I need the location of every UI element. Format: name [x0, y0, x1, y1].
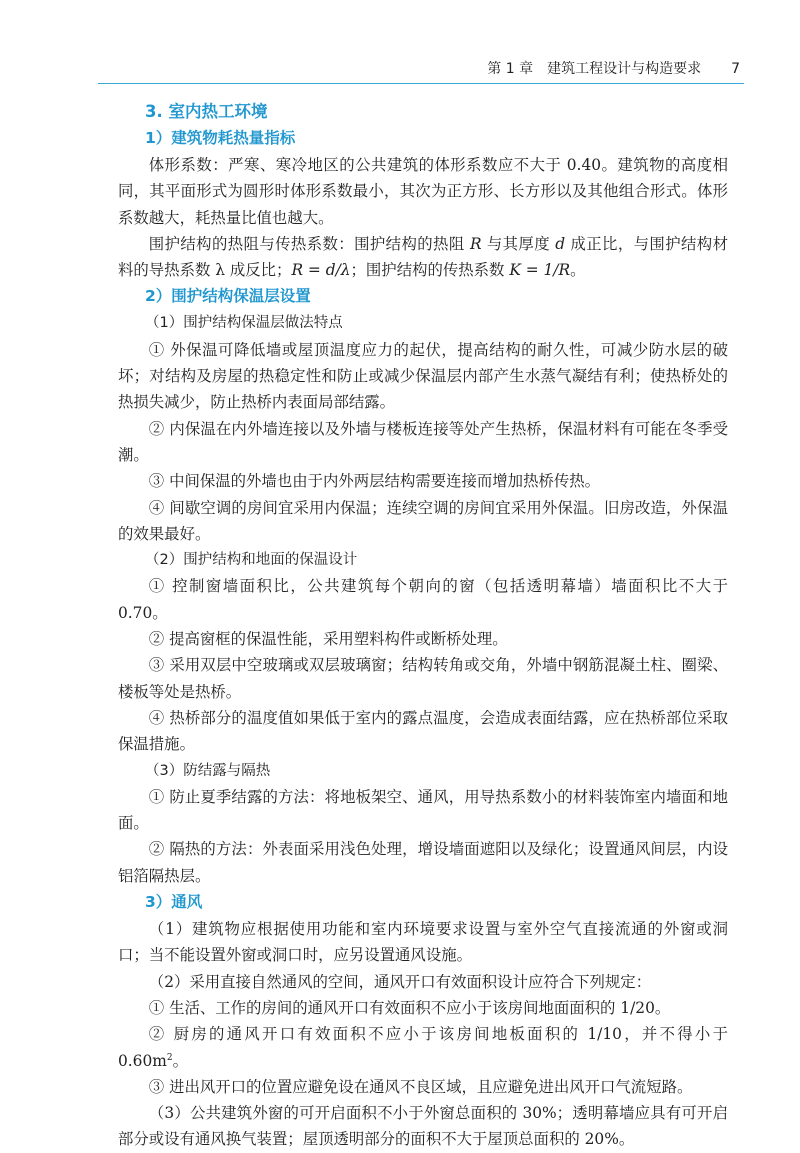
subsection-heading-1: 1）建筑物耗热量指标 [145, 129, 296, 147]
list-item: ② 隔热的方法：外表面采用浅色处理，增设墙面遮阳以及绿化；设置通风间层，内设铝箔隔热层。 [118, 840, 728, 885]
equation-resistance: R = d/λ [291, 261, 351, 280]
list-item: ① 生活、工作的房间的通风开口有效面积不应小于该房间地面面积的 1/20。 [148, 998, 671, 1017]
subsection-heading-3: 3）通风 [145, 893, 203, 912]
list-item: ④ 热桥部分的温度值如果低于室内的露点温度，会造成表面结露，应在热桥部位采取保温措施。 [118, 708, 728, 754]
list-item: ③ 中间保温的外墙也由于内外两层结构需要连接而增加热桥传热。 [148, 472, 601, 491]
paragraph-thermal-resistance [118, 231, 728, 284]
list-item: ② 提高窗框的保温性能，采用塑料构件或断桥处理。 [148, 630, 508, 649]
paragraph: （1）建筑物应根据使用功能和室内环境要求设置与室外空气直接流通的外窗或洞口；当不能设置外窗或洞口时，应另设置通风设施。 [118, 920, 728, 965]
superscript: 2 [166, 1052, 173, 1063]
list-item: ③ 进出风开口的位置应避免设在通风不良区域，且应避免进出风开口气流短路。 [148, 1077, 693, 1096]
header-rule [98, 83, 744, 84]
text-run: 。 [570, 261, 586, 280]
header-title: 建筑工程设计与构造要求 [547, 61, 702, 77]
paragraph: （3）公共建筑外窗的可开启面积不小于外窗总面积的 30%；透明幕墙应具有可开启部分或设有通风换气装置；屋顶透明部分的面积不大于屋顶总面积的 20%。 [118, 1104, 728, 1149]
list-item: ① 控制窗墙面积比，公共建筑每个朝向的窗（包括透明幕墙）墙面积比不大于 0.70。 [118, 577, 728, 622]
subsection-heading-2: 2）围护结构保温层设置 [145, 287, 311, 306]
symbol-d: d [555, 234, 566, 253]
header-chapter: 第 1 章 [487, 61, 534, 77]
page-body [118, 98, 728, 1153]
list-item: ③ 采用双层中空玻璃或双层玻璃窗；结构转角或交角，外墙中钢筋混凝土柱、圈梁、楼板等处是热桥。 [118, 656, 728, 701]
running-header [487, 58, 740, 78]
list-item: ① 外保温可降低墙或屋顶温度应力的起伏，提高结构的耐久性，可减少防水层的破坏；对结构及房屋的热稳定性和防止或减少保温层内部产生水蒸气凝结有利；使热桥处的热损失减少，防止热桥内表面局部结露。 [118, 340, 728, 412]
paragraph: （2）采用直接自然通风的空间，通风开口有效面积设计应符合下列规定： [148, 972, 652, 991]
item-heading: （2）围护结构和地面的保温设计 [145, 552, 358, 569]
text-run: ；围护结构的传热系数 [350, 261, 510, 280]
equation-transmittance: K = 1/R [509, 261, 571, 280]
text-run: 。 [172, 1051, 189, 1070]
page-number: 7 [731, 61, 740, 77]
list-item [118, 1021, 728, 1074]
text-run: 与其厚度 [481, 234, 556, 253]
text-run: 成正比，与围护结构材料的导热系数 λ 成反比； [118, 234, 728, 280]
item-heading: （1）围护结构保温层做法特点 [145, 315, 343, 332]
text-run: ② 厨房的通风开口有效面积不应小于该房间地板面积的 1/10，并不得小于 0.60m [118, 1025, 728, 1070]
text-run: 围护结构的热阻与传热系数：围护结构的热阻 [148, 234, 470, 253]
section-heading: 3. 室内热工环境 [145, 102, 268, 121]
item-heading: （3）防结露与隔热 [145, 762, 271, 779]
list-item: ④ 间歇空调的房间宜采用内保温；连续空调的房间宜采用外保温。旧房改造，外保温的效果最好。 [118, 498, 728, 543]
list-item: ② 内保温在内外墙连接以及外墙与楼板连接等处产生热桥，保温材料有可能在冬季受潮。 [118, 419, 728, 464]
paragraph: 体形系数：严寒、寒冷地区的公共建筑的体形系数应不大于 0.40。建筑物的高度相同，其平面形式为圆形时体形系数最小，其次为正方形、长方形以及其他组合形式。体形系数越大，耗热量比值也越大。 [118, 156, 728, 227]
symbol-R: R [469, 234, 482, 253]
list-item: ① 防止夏季结露的方法：将地板架空、通风，用导热系数小的材料装饰室内墙面和地面。 [118, 787, 728, 833]
